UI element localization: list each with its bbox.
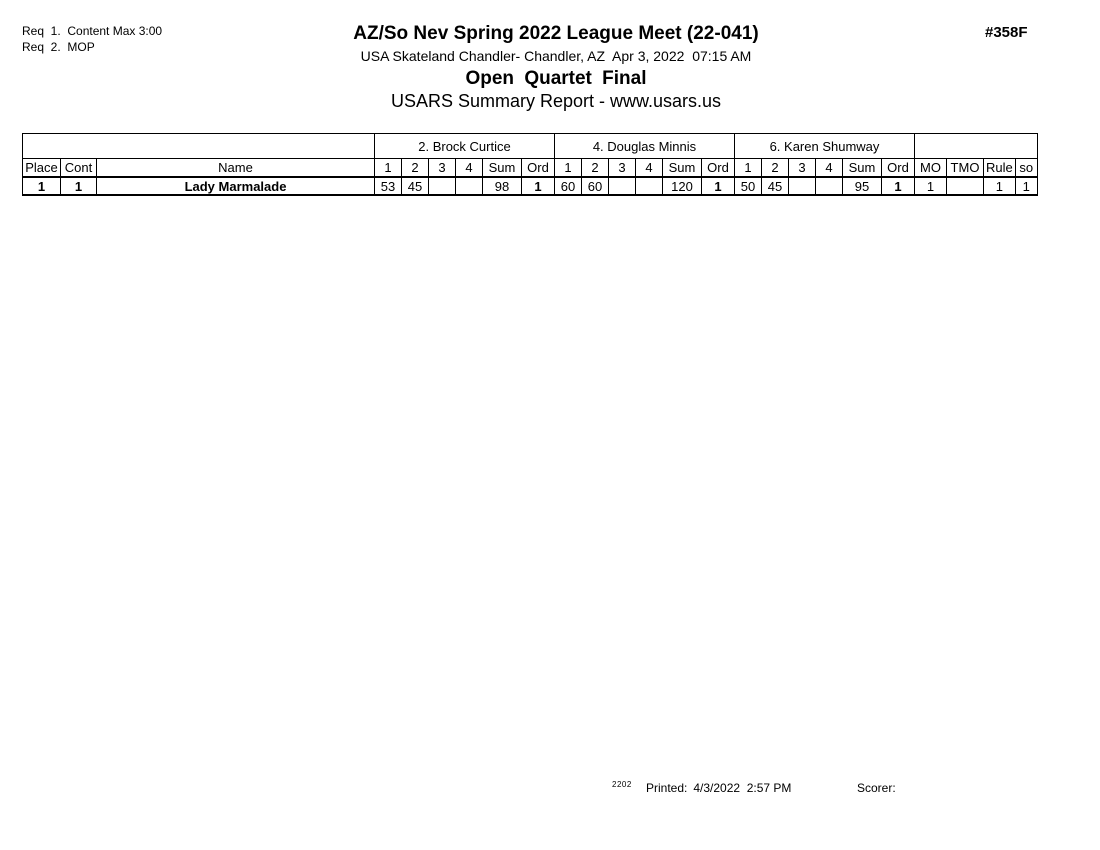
score-cell: [789, 177, 816, 195]
col-header-mo: MO: [915, 159, 947, 178]
printed-timestamp: [646, 781, 791, 795]
col-header-score: 4: [456, 159, 483, 178]
col-header-place: Place: [23, 159, 61, 178]
sum-cell: 120: [663, 177, 702, 195]
score-cell: 50: [735, 177, 762, 195]
score-cell: [429, 177, 456, 195]
rule-cell: 1: [984, 177, 1016, 195]
tmo-cell: [947, 177, 984, 195]
col-header-ord: Ord: [522, 159, 555, 178]
col-header-score: 4: [636, 159, 663, 178]
col-header-cont: Cont: [61, 159, 97, 178]
col-header-score: 3: [789, 159, 816, 178]
event-title: Open Quartet Final: [465, 68, 647, 89]
col-header-score: 3: [429, 159, 456, 178]
printed-label: Printed:: [646, 781, 688, 795]
requirements-block: [22, 23, 162, 55]
col-header-tmo: TMO: [947, 159, 984, 178]
place-cell: 1: [23, 177, 61, 195]
col-header-score: 1: [375, 159, 402, 178]
col-header-score: 2: [582, 159, 609, 178]
report-line: USARS Summary Report - www.usars.us: [390, 91, 722, 111]
col-header-name: Name: [97, 159, 375, 178]
col-header-score: 1: [555, 159, 582, 178]
score-cell: [816, 177, 843, 195]
score-cell: [636, 177, 663, 195]
score-cell: [456, 177, 483, 195]
ord-cell: 1: [522, 177, 555, 195]
judge-header-3: 6. Karen Shumway: [735, 134, 915, 159]
table-row: [23, 177, 1038, 195]
cont-cell: 1: [61, 177, 97, 195]
score-cell: 53: [375, 177, 402, 195]
judge-header-spacer-left: [23, 134, 375, 159]
col-header-ord: Ord: [882, 159, 915, 178]
col-header-ord: Ord: [702, 159, 735, 178]
judge-header-row: [23, 134, 1038, 159]
col-header-score: 2: [762, 159, 789, 178]
score-cell: 45: [762, 177, 789, 195]
ord-cell: 1: [882, 177, 915, 195]
col-header-score: 1: [735, 159, 762, 178]
score-cell: 60: [582, 177, 609, 195]
score-cell: 60: [555, 177, 582, 195]
printed-value: 4/3/2022 2:57 PM: [693, 781, 792, 795]
sum-cell: 95: [843, 177, 882, 195]
scorer-label: Scorer:: [857, 781, 896, 795]
col-header-sum: Sum: [843, 159, 882, 178]
title-block: [250, 22, 862, 113]
sum-cell: 98: [483, 177, 522, 195]
req-1-text: Req 1. Content Max 3:00: [22, 24, 163, 38]
meet-title: AZ/So Nev Spring 2022 League Meet (22-041): [353, 23, 759, 44]
score-cell: [609, 177, 636, 195]
so-cell: 1: [1015, 177, 1037, 195]
score-cell: 45: [402, 177, 429, 195]
col-header-sum: Sum: [483, 159, 522, 178]
col-header-so: so: [1015, 159, 1037, 178]
judge-header-spacer-right: [915, 134, 1038, 159]
ord-cell: 1: [702, 177, 735, 195]
software-version: 2202: [612, 780, 632, 789]
event-number: #358F: [985, 24, 1028, 41]
col-header-score: 4: [816, 159, 843, 178]
name-cell: Lady Marmalade: [97, 177, 375, 195]
judge-header-2: 4. Douglas Minnis: [555, 134, 735, 159]
col-header-rule: Rule: [984, 159, 1016, 178]
col-header-sum: Sum: [663, 159, 702, 178]
judge-header-1: 2. Brock Curtice: [375, 134, 555, 159]
col-header-score: 2: [402, 159, 429, 178]
column-header-row: [23, 159, 1038, 178]
mo-cell: 1: [915, 177, 947, 195]
col-header-score: 3: [609, 159, 636, 178]
req-2-text: Req 2. MOP: [22, 40, 95, 54]
results-table: [22, 133, 1038, 196]
venue-line: USA Skateland Chandler- Chandler, AZ Apr 3, 2022 07:15 AM: [360, 48, 752, 64]
